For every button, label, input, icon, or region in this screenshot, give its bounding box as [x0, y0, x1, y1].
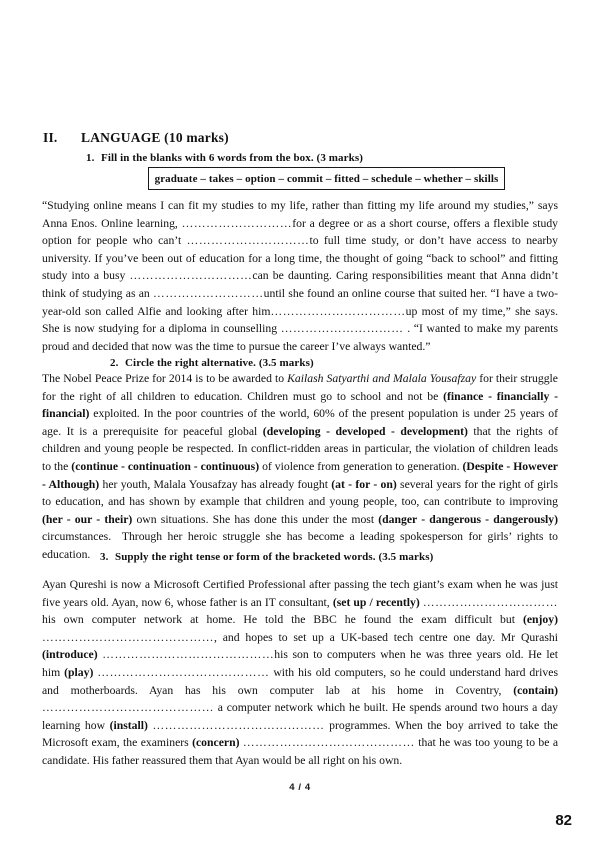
- word-bank-list: graduate – takes – option – commit – fitted – schedule – whether – skills: [154, 172, 499, 185]
- task-2-number: 2.: [110, 357, 119, 369]
- page-number: 82: [555, 812, 572, 829]
- task-3-instruction: Supply the right tense or form of the bracketed words. (3.5 marks): [115, 551, 434, 563]
- task-1-instruction: Fill in the blanks with 6 words from the box. (3 marks): [101, 152, 363, 164]
- word-bank-box: [148, 167, 505, 190]
- section-title: LANGUAGE (10 marks): [81, 130, 229, 145]
- task-1-passage: “Studying online means I can fit my studies to my life, rather than fitting my life around my studies,” says Anna Enos. Online learning, ………………………for a degree or as a short course, offers a flexible study option for people who can’t …………………………to full time study, or don’t have access to nearby university. If you’ve been out of education for a long time, the thought of going “back to school” and fitting study into a busy …………………………can be daunting. Caring responsibilities meant that Anna didn’t think of studying as an ………………………until she found an online course that suited her. “I have a two-year-old son called Alfie and looking after him……………………………up most of my time,” she says. She is now studying for a diploma in counselling ………………………… . “I wanted to make my parents proud and decided that now was the time to pursue the career I’ve always wanted.”: [42, 199, 559, 353]
- task-1-number: 1.: [86, 152, 95, 164]
- task-1-heading: [86, 152, 363, 164]
- task-2-passage: The Nobel Peace Prize for 2014 is to be awarded to Kailash Satyarthi and Malala Yousafzay for their struggle for the right of all children to education. Children must go to school and not be (finance - financially - financial) exploited. In the poor countries of the world, 60% of the present population is under 25 years of age. It is a prerequisite for peaceful global (developing - developed - development) that the rights of children and young people be respected. In conflict-ridden areas in particular, the violation of children leads to the (continue - continuation - continuous) of violence from generation to generation. (Despite - However - Although) her youth, Malala Yousafzay has already fought (at - for - on) several years for the right of girls to education, and has shown by example that children and young people, too, can contribute to improving (her - our - their) own situations. She has done this under the most (danger - dangerous - dangerously) circumstances. Through her heroic struggle she has become a leading spokesperson for girls’ rights to education.: [42, 372, 558, 561]
- section-numeral: II.: [43, 130, 58, 145]
- page-indicator: 4 / 4: [289, 782, 311, 793]
- task-2-instruction: Circle the right alternative. (3.5 marks): [125, 357, 314, 369]
- section-heading: [43, 130, 229, 146]
- task-3-passage: Ayan Qureshi is now a Microsoft Certified Professional after passing the tech giant’s exam when he was just five years old. Ayan, now 6, whose father is an IT consultant, (set up / recently) …………………………… his own computer network at home. He told the BBC he found the exam difficult but (enjoy) ……………………………………, and hopes to set up a UK-based tech centre one day. Mr Qurashi (introduce) ……………………………………his son to computers when he was three years old. He let him (play) …………………………………… with his old computers, so he could understand hard drives and motherboards. Ayan has his own computer lab at his home in Coventry, (contain) …………………………………… a computer network which he built. He spends around two hours a day learning how (install) …………………………………… programmes. When the boy arrived to take the Microsoft exam, the examiners (concern) …………………………………… that he was too young to be a candidate. His father reassured them that Ayan would be all right on his own.: [42, 578, 559, 767]
- task-2-heading: [110, 357, 314, 369]
- task-3-number: 3.: [100, 551, 109, 563]
- task-3-heading: [100, 551, 433, 563]
